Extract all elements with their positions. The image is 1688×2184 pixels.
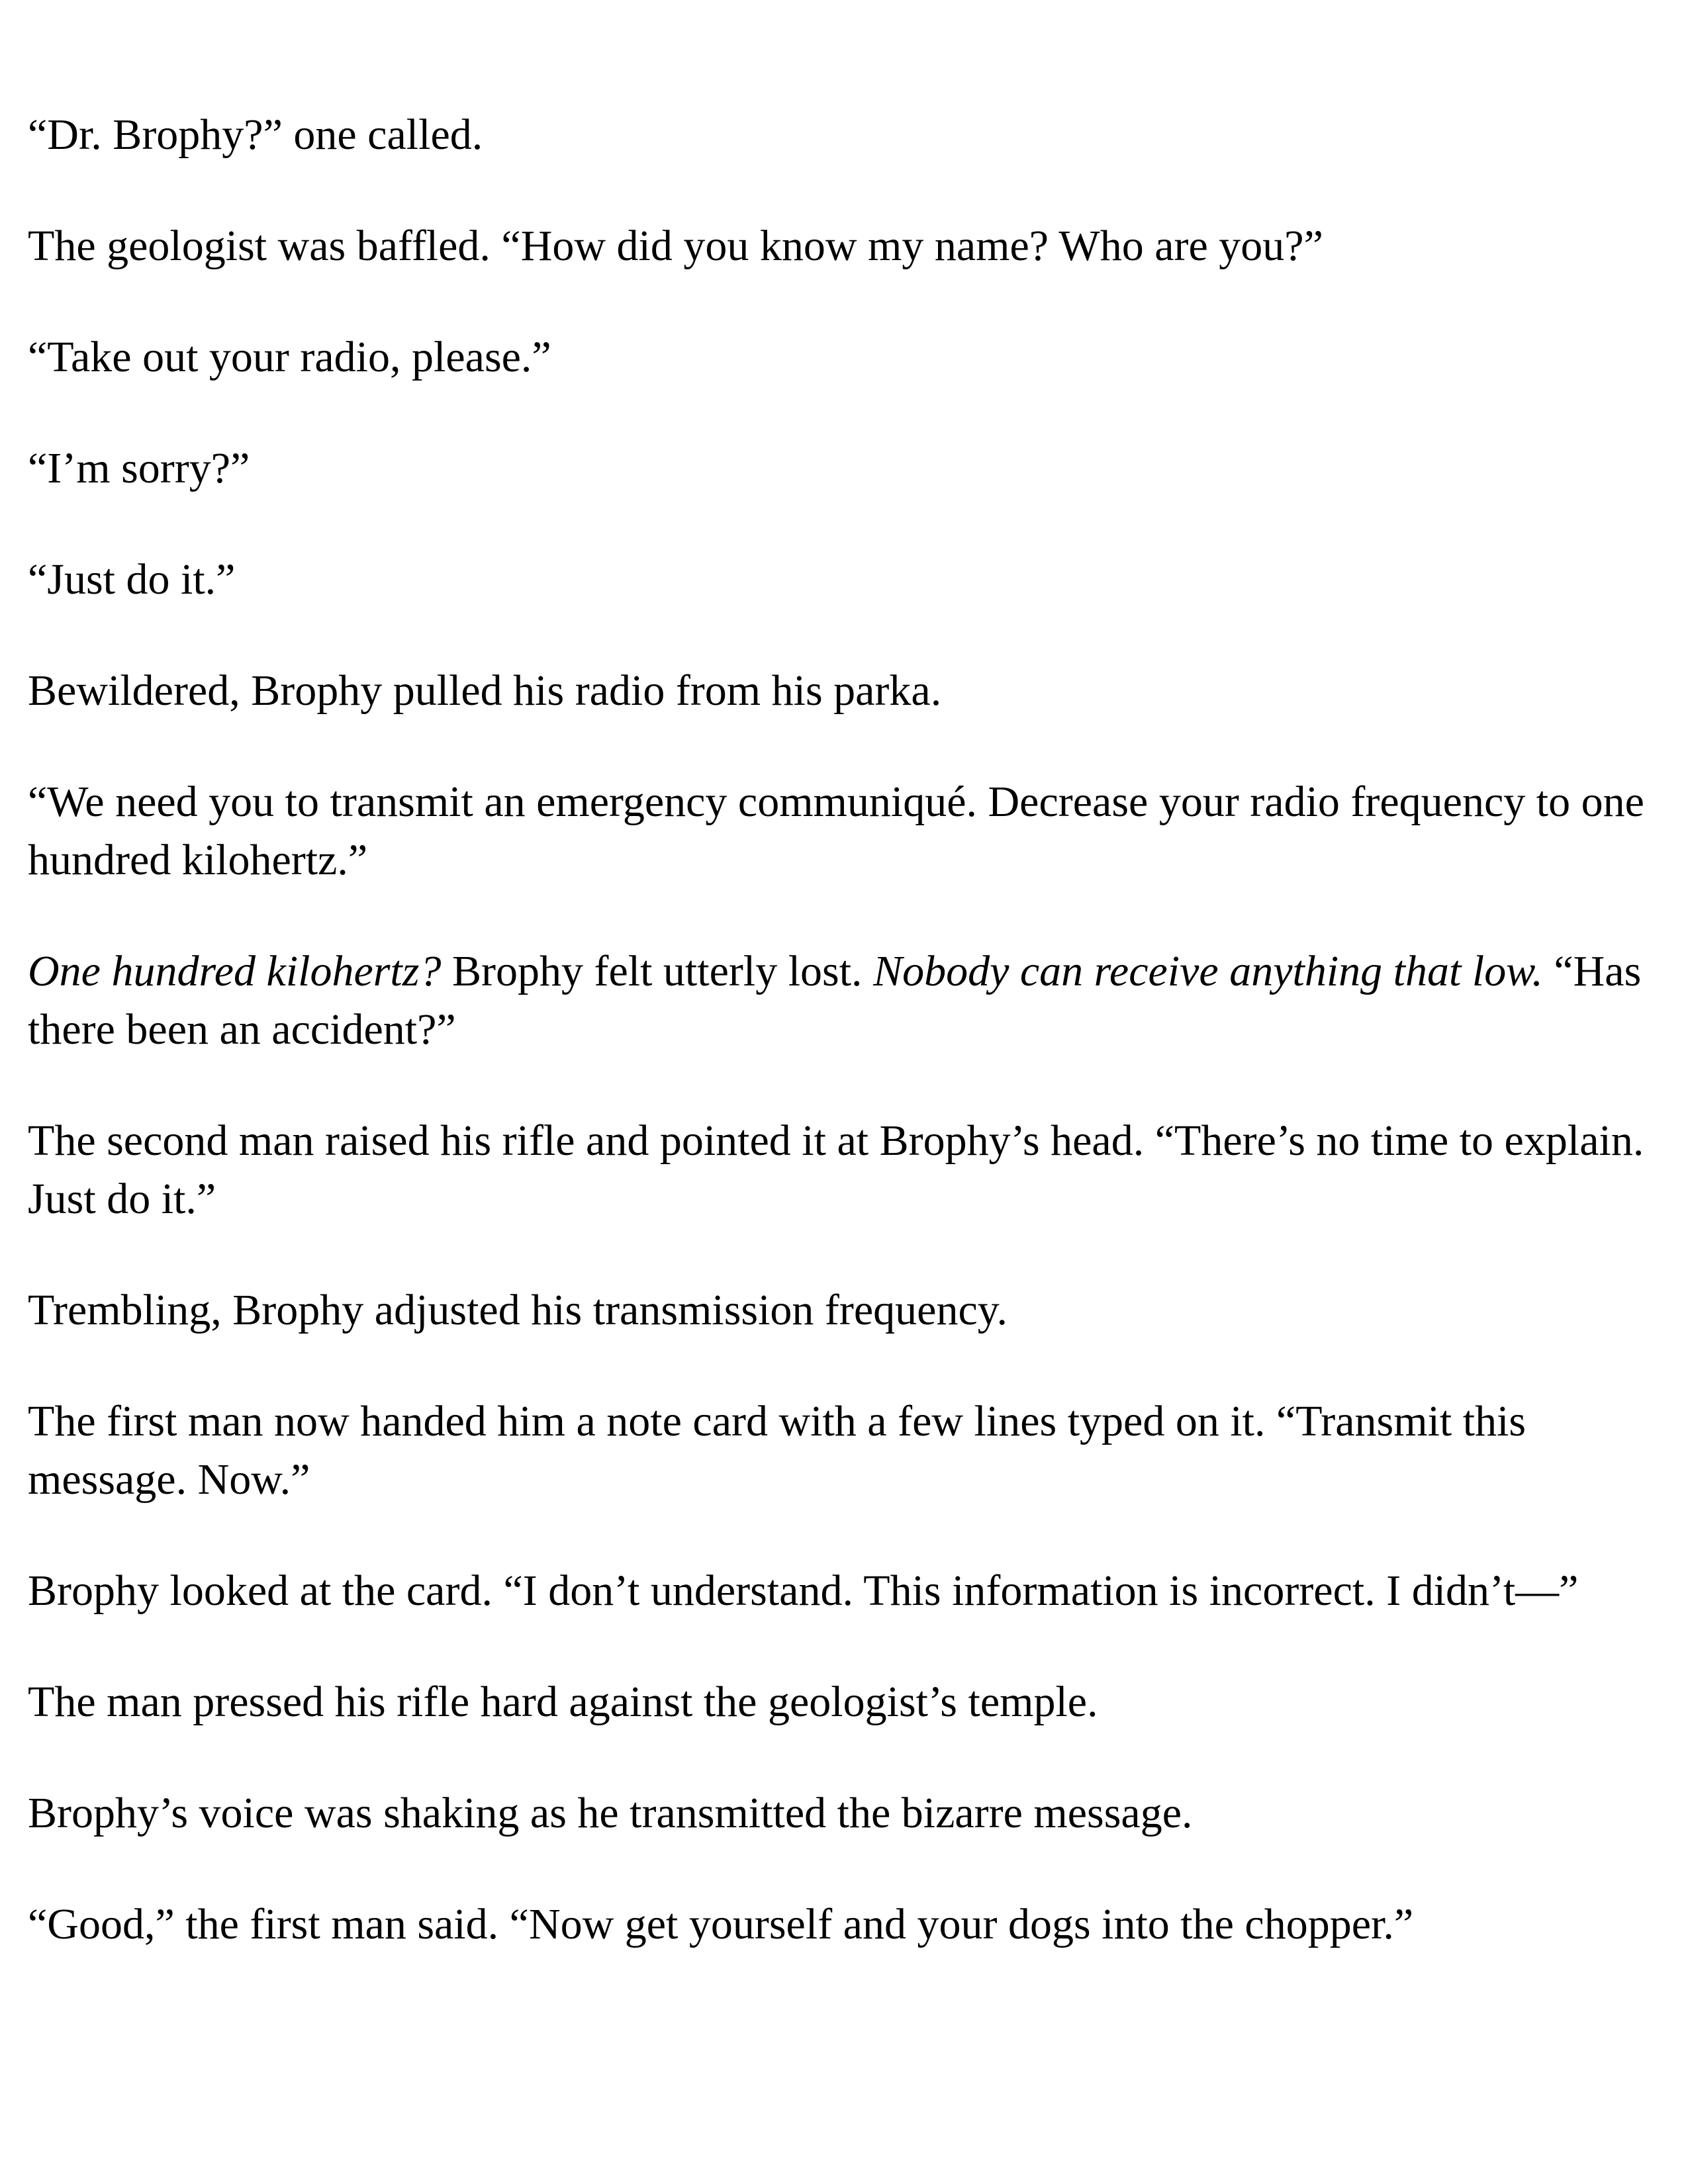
paragraph-text: The first man now handed him a note card with a few lines typed on it. “Transmit this message. Now.” <box>28 1397 1526 1504</box>
paragraph <box>28 328 1650 387</box>
document-body <box>28 106 1650 1954</box>
italic-thought: One hundred kilohertz? <box>28 947 442 995</box>
paragraph <box>28 942 1650 1059</box>
paragraph <box>28 1895 1650 1954</box>
paragraph-text: Trembling, Brophy adjusted his transmission frequency. <box>28 1286 1008 1334</box>
italic-thought: Nobody can receive anything that low. <box>873 947 1543 995</box>
paragraph <box>28 1112 1650 1228</box>
paragraph <box>28 439 1650 498</box>
paragraph <box>28 217 1650 275</box>
paragraph-text: “We need you to transmit an emergency communiqué. Decrease your radio frequency to one hundred kilohertz.” <box>28 778 1644 884</box>
paragraph-text: The second man raised his rifle and pointed it at Brophy’s head. “There’s no time to explain. Just do it.” <box>28 1116 1644 1223</box>
paragraph <box>28 106 1650 164</box>
paragraph-text: Brophy looked at the card. “I don’t understand. This information is incorrect. I didn’t—” <box>28 1567 1579 1615</box>
paragraph <box>28 1392 1650 1509</box>
paragraph-text: The man pressed his rifle hard against the geologist’s temple. <box>28 1678 1098 1726</box>
paragraph-text: “Just do it.” <box>28 555 236 604</box>
paragraph-text: “Has there been an accident?” <box>28 947 1642 1054</box>
paragraph-text: “Take out your radio, please.” <box>28 333 551 381</box>
paragraph <box>28 1673 1650 1731</box>
paragraph <box>28 773 1650 889</box>
paragraph <box>28 662 1650 720</box>
paragraph-text: Bewildered, Brophy pulled his radio from his parka. <box>28 666 942 715</box>
paragraph <box>28 1784 1650 1843</box>
paragraph-text: “I’m sorry?” <box>28 444 250 492</box>
paragraph-text: “Good,” the first man said. “Now get yourself and your dogs into the chopper.” <box>28 1900 1414 1948</box>
paragraph-text: The geologist was baffled. “How did you know my name? Who are you?” <box>28 222 1323 270</box>
paragraph-text: Brophy’s voice was shaking as he transmitted the bizarre message. <box>28 1789 1193 1837</box>
paragraph-text: “Dr. Brophy?” one called. <box>28 111 483 159</box>
paragraph <box>28 1562 1650 1620</box>
paragraph <box>28 1281 1650 1340</box>
paragraph <box>28 551 1650 609</box>
paragraph-text: Brophy felt utterly lost. <box>441 947 874 995</box>
